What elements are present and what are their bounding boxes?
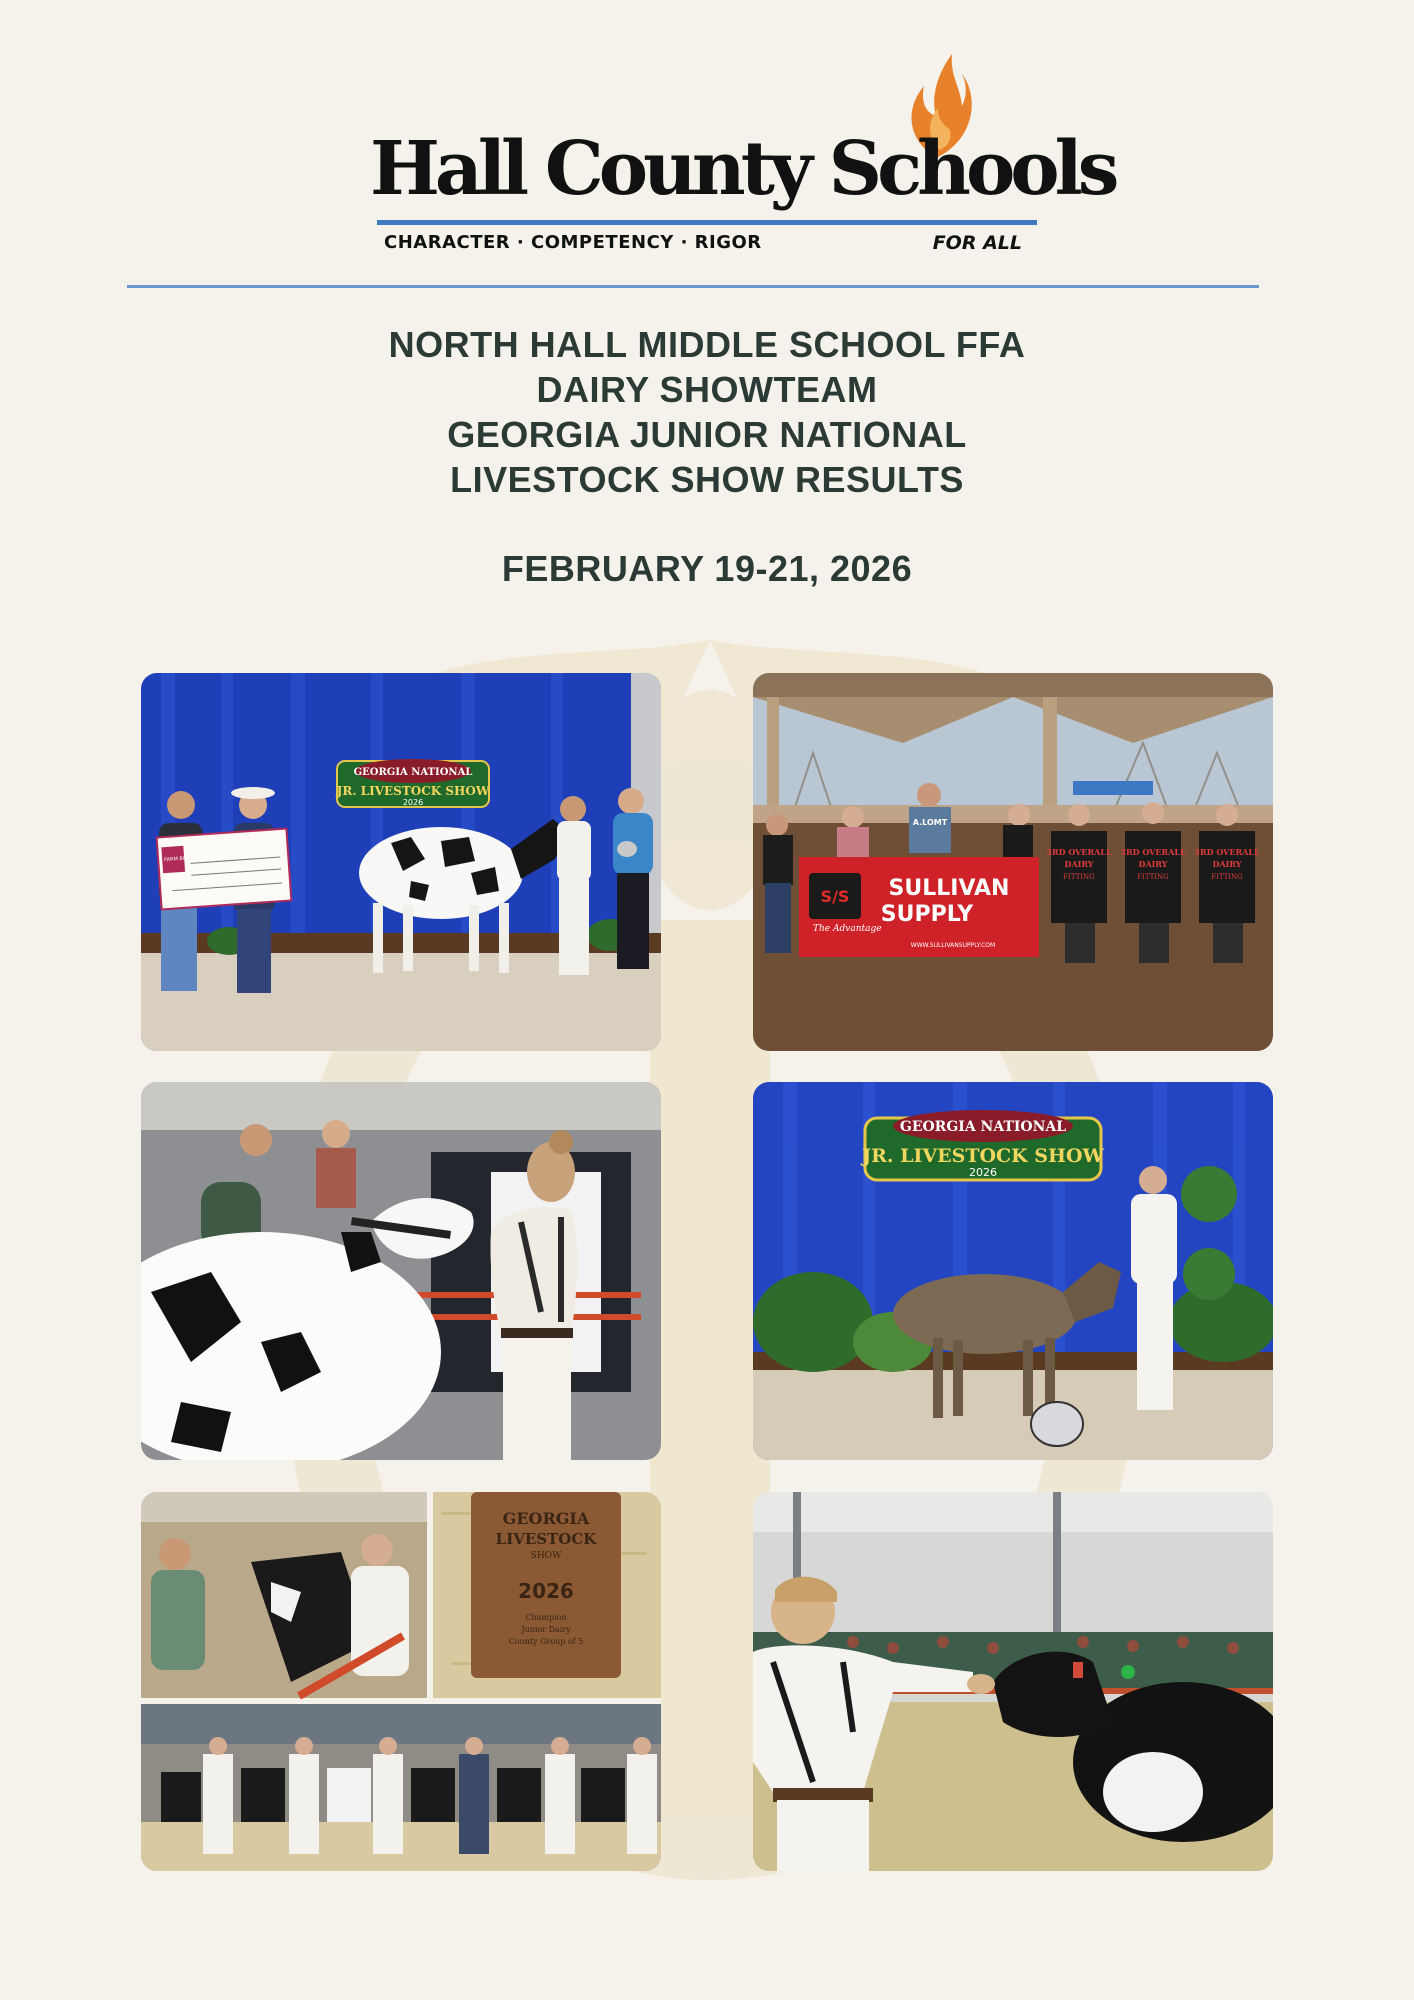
award-3-line-2: DAIRY	[1212, 859, 1242, 869]
plaque-title-1: GEORGIA	[502, 1509, 590, 1528]
hall-county-schools-logo	[370, 30, 1115, 260]
banner-year-text: 2026	[969, 1166, 997, 1179]
logo-tagline: CHARACTER · COMPETENCY · RIGOR	[384, 232, 762, 253]
plaque-year: 2026	[518, 1579, 574, 1603]
shirt-text: A.LOMT	[912, 818, 948, 827]
photo-check-presentation	[141, 673, 661, 1051]
sponsor-url: WWW.SULLIVANSUPPLY.COM	[910, 942, 996, 949]
photo-jersey-heifer	[753, 1082, 1273, 1460]
award-1-line-3: FITTING	[1063, 873, 1095, 881]
banner-year-text: 2026	[402, 798, 424, 807]
plaque-title-3: SHOW	[530, 1551, 562, 1561]
banner-main-text: JR. LIVESTOCK SHOW	[336, 784, 490, 798]
sponsor-badge: S/S	[820, 887, 850, 906]
title-line-1: NORTH HALL MIDDLE SCHOOL FFA	[388, 324, 1026, 365]
banner-main-text: JR. LIVESTOCK SHOW	[862, 1145, 1104, 1167]
plaque-title-2: LIVESTOCK	[495, 1530, 597, 1548]
check-org-text: FARM BUREAU	[164, 854, 201, 864]
photo-sullivan-supply-group	[753, 673, 1273, 1051]
logo-wordmark: Hall County Schools	[370, 126, 1115, 212]
award-1-line-2: DAIRY	[1064, 859, 1094, 869]
page-title	[150, 322, 1264, 502]
title-line-4: LIVESTOCK SHOW RESULTS	[450, 459, 964, 500]
award-2-line-1: 3RD OVERALL	[1120, 847, 1186, 857]
award-2-line-2: DAIRY	[1138, 859, 1168, 869]
award-1-line-1: 3RD OVERALL	[1046, 847, 1112, 857]
sponsor-name-1: SULLIVAN	[888, 876, 1010, 901]
sponsor-slogan: The Advantage	[813, 924, 882, 934]
photo-collage-plaque	[141, 1492, 661, 1871]
banner-top-text: GEORGIA NATIONAL	[899, 1119, 1067, 1135]
banner-top-text: GEORGIA NATIONAL	[353, 767, 473, 778]
award-2-line-3: FITTING	[1137, 873, 1169, 881]
plaque-line-3: County Group of 5	[508, 1637, 584, 1646]
plaque-line-1: Champion	[525, 1613, 567, 1622]
photo-holstein-closeup	[141, 1082, 661, 1460]
header-divider	[127, 285, 1259, 288]
plaque-line-2: Junior Dairy	[521, 1625, 571, 1634]
award-3-line-1: 3RD OVERALL	[1194, 847, 1260, 857]
photo-black-heifer	[753, 1492, 1273, 1871]
sponsor-name-2: SUPPLY	[880, 902, 974, 927]
title-line-2: DAIRY SHOWTEAM	[536, 369, 878, 410]
logo-slogan: FOR ALL	[932, 232, 1022, 254]
award-3-line-3: FITTING	[1211, 873, 1243, 881]
title-line-3: GEORGIA JUNIOR NATIONAL	[447, 414, 967, 455]
logo-underline	[377, 220, 1037, 225]
event-date: FEBRUARY 19-21, 2026	[501, 548, 913, 589]
